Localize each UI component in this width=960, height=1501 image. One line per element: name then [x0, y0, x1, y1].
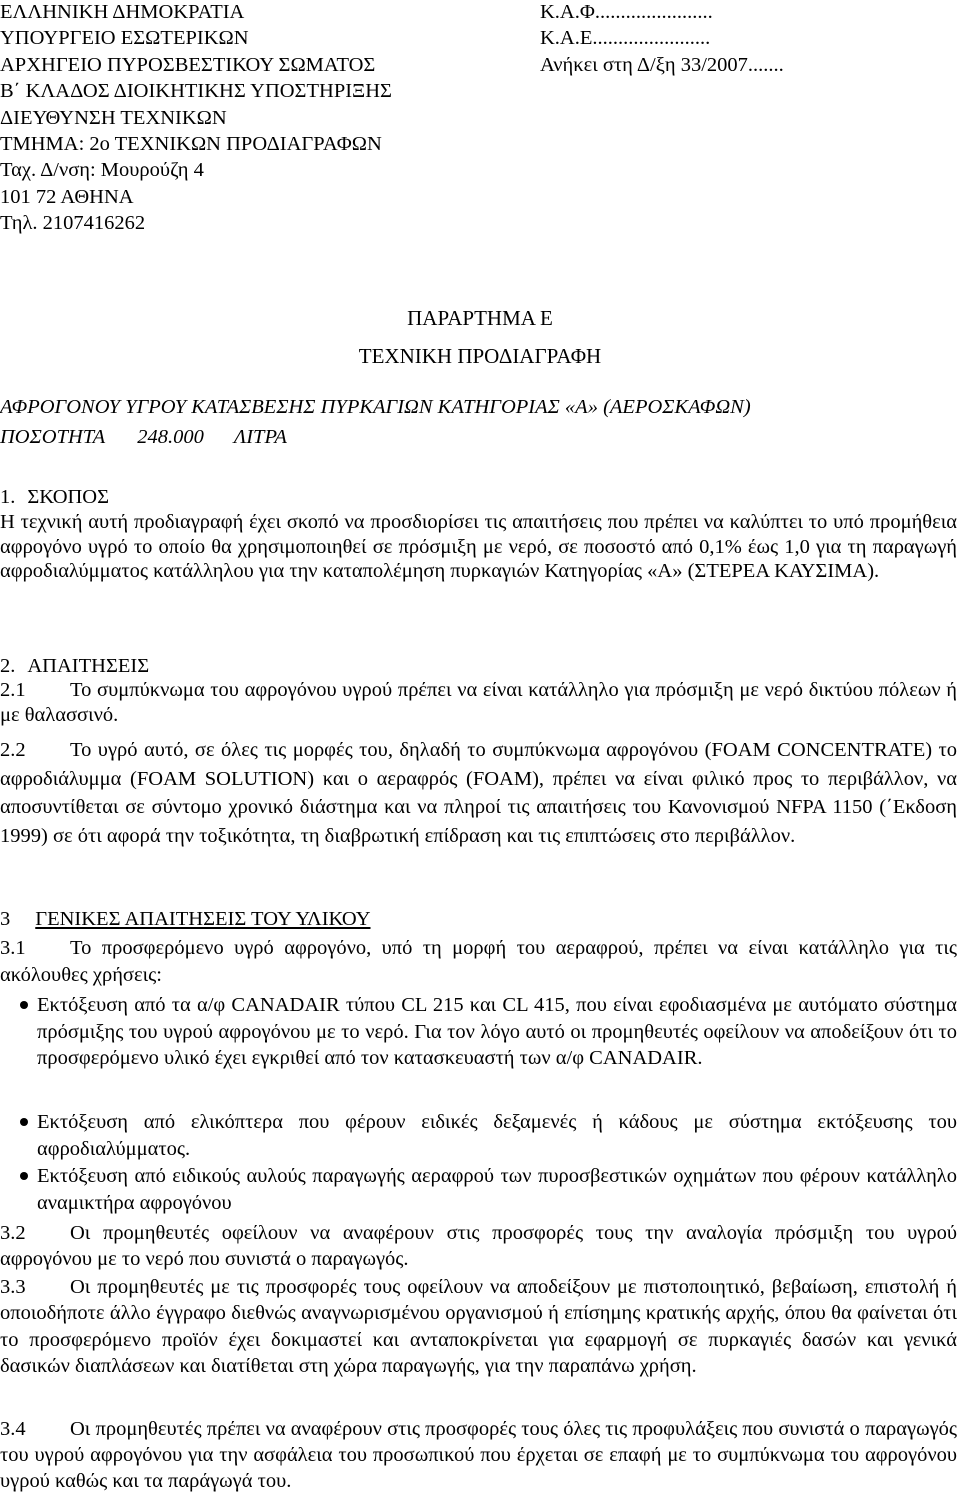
quantity-label: ΠΟΣΟΤΗΤΑ: [0, 426, 106, 448]
section-number: 1.: [0, 486, 16, 508]
sender-line: Τηλ. 2107416262: [0, 212, 146, 235]
sender-line: ΤΜΗΜΑ: 2ο ΤΕΧΝΙΚΩΝ ΠΡΟΔΙΑΓΡΑΦΩΝ: [0, 132, 382, 155]
annex-title: ΠΑΡΑΡΤΗΜΑ Ε: [407, 306, 553, 330]
list-item: [0, 1163, 957, 1215]
section-1-heading: [0, 485, 109, 509]
paragraph-text: Το συμπύκνωμα του αφρογόνου υγρού πρέπει να είναι κατάλληλο για πρόσμιξη με νερό δικτύου πόλεων ή με θαλασσινό.: [0, 679, 957, 726]
section-title: ΓΕΝΙΚΕΣ ΑΠΑΙΤΗΣΕΙΣ ΤΟΥ ΥΛΙΚΟΥ: [35, 908, 371, 930]
budget-codes-block: [540, 0, 784, 79]
budget-code-line: Κ.Α.Ε.......................: [540, 27, 711, 50]
paragraph-3-1: [0, 935, 957, 988]
budget-code-line: Κ.Α.Φ.......................: [540, 1, 713, 23]
section-1-text: Η τεχνική αυτή προδιαγραφή έχει σκοπό να προσδιορίσει τις απαιτήσεις που πρέπει να καλύπτει το υπό προμήθεια αφρογόνο υγρό το οποίο θα χρησιμοποιηθεί σε πρόσμιξη με νερό, σε ποσοστό από 0,1% έως 1,0 για τη παραγωγή αφροδιαλύμματος κατάλληλου για την καταπολέμηση πυρκαγιών Κατηγορίας «Α» (ΣΤΕΡΕΑ ΚΑΥΣΙΜΑ).: [0, 511, 957, 582]
paragraph-3-3: [0, 1274, 957, 1379]
bullet-icon: [20, 1172, 28, 1180]
sender-line: ΑΡΧΗΓΕΙΟ ΠΥΡΟΣΒΕΣΤΙΚΟΥ ΣΩΜΑΤΟΣ: [0, 53, 376, 76]
section-number: 2.: [0, 655, 16, 677]
sender-block: [0, 0, 392, 238]
bullet-icon: [20, 1118, 28, 1126]
budget-code-line: Ανήκει στη Δ/ξη 33/2007.......: [540, 53, 784, 76]
paragraph-text: Το προσφερόμενο υγρό αφρογόνο, υπό τη μορφή του αεραφρού, πρέπει να είναι κατάλληλο για τις ακόλουθες χρήσεις:: [0, 937, 957, 986]
section-2-heading: [0, 654, 149, 678]
subject-line: ΑΦΡΟΓΟΝΟΥ ΥΓΡΟΥ ΚΑΤΑΣΒΕΣΗΣ ΠΥΡΚΑΓΙΩΝ ΚΑΤΗΓΟΡΙΑΣ «Α» (ΑΕΡΟΣΚΑΦΩΝ): [0, 396, 751, 418]
quantity-unit: ΛΙΤΡΑ: [233, 426, 287, 448]
paragraph-number: 3.1: [0, 937, 26, 959]
paragraph-number: 2.1: [0, 679, 26, 701]
sender-line: 101 72 ΑΘΗΝΑ: [0, 185, 134, 208]
section-title: ΑΠΑΙΤΗΣΕΙΣ: [27, 655, 150, 677]
list-item: [0, 1109, 957, 1161]
section-title: ΣΚΟΠΟΣ: [27, 486, 110, 508]
paragraph-3-2: [0, 1220, 957, 1272]
paragraph-number: 2.2: [0, 739, 26, 761]
sender-line: Ταχ. Δ/νση: Μουρούζη 4: [0, 159, 204, 182]
paragraph-number: 3.2: [0, 1222, 26, 1244]
sender-line: ΔΙΕΥΘΥΝΣΗ ΤΕΧΝΙΚΩΝ: [0, 106, 227, 129]
paragraph-2-1: [0, 678, 957, 727]
paragraph-2-2: [0, 736, 957, 850]
spec-title: ΤΕΧΝΙΚΗ ΠΡΟΔΙΑΓΡΑΦΗ: [358, 344, 602, 368]
quantity-line: [0, 425, 287, 449]
paragraph-text: Οι προμηθευτές οφείλουν να αναφέρουν στις προσφορές τους την αναλογία πρόσμιξη του υγρού αφρογόνου με το νερό που συνιστά ο παραγωγός.: [0, 1222, 957, 1270]
paragraph-text: Οι προμηθευτές πρέπει να αναφέρουν στις προσφορές τους όλες τις προφυλάξεις που συνιστά ο παραγωγός του υγρού αφρογόνου για την ασφάλεια του προσωπικού που έρχεται σε επαφή με το συμπύκνωμα του αφρογόνου υγρού καθώς και τα παράγωγά του.: [0, 1418, 957, 1492]
sender-line: ΕΛΛΗΝΙΚΗ ΔΗΜΟΚΡΑΤΙΑ: [0, 1, 245, 23]
list-item-text: Εκτόξευση από τα α/φ CANADAIR τύπου CL 215 και CL 415, που είναι εφοδιασμένα με αυτόματο σύστημα πρόσμιξης του υγρού αφρογόνου με το νερό. Για τον λόγο αυτό οι προμηθευτές οφείλουν να αποδείξουν ότι το προσφερόμενο υλικό έχει εγκριθεί από τον κατασκευαστή των α/φ CANADAIR.: [37, 994, 957, 1069]
paragraph-number: 3.3: [0, 1276, 26, 1298]
section-3-heading: [0, 907, 371, 931]
list-item-text: Εκτόξευση από ειδικούς αυλούς παραγωγής αεραφρού των πυροσβεστικών οχημάτων που φέρουν κατάλληλο αναμικτήρα αφρογόνου: [37, 1165, 957, 1214]
sender-line: Β΄ ΚΛΑΔΟΣ ΔΙΟΙΚΗΤΙΚΗΣ ΥΠΟΣΤΗΡΙΞΗΣ: [0, 80, 392, 103]
paragraph-number: 3.4: [0, 1418, 26, 1440]
list-item-text: Εκτόξευση από ελικόπτερα που φέρουν ειδικές δεξαμενές ή κάδους με σύστημα εκτόξευσης του αφροδιαλύμματος.: [37, 1111, 957, 1160]
bullet-icon: [20, 1001, 28, 1009]
quantity-value: 248.000: [137, 426, 204, 448]
sender-line: ΥΠΟΥΡΓΕΙΟ ΕΣΩΤΕΡΙΚΩΝ: [0, 27, 249, 50]
section-number: 3: [0, 908, 11, 930]
paragraph-text: Το υγρό αυτό, σε όλες τις μορφές του, δηλαδή το συμπύκνωμα αφρογόνου (FOAM CONCENTRATE) το αφροδιάλυμμα (FOAM SOLUTION) και ο αεραφρός (FOAM), πρέπει να είναι φιλικό προς το περιβάλλον, να αποσυντίθεται σε σύντομο χρονικό διάστημα και να πληροί τις απαιτήσεις του Κανονισμού NFPA 1150 (΄Εκδοση 1999) σε ότι αφορά την τοξικότητα, τη διαβρωτική επίδραση και τις επιπτώσεις στο περιβάλλον.: [0, 739, 957, 847]
list-item: [0, 992, 957, 1096]
paragraph-3-4: [0, 1416, 957, 1494]
paragraph-text: Οι προμηθευτές με τις προσφορές τους οφείλουν να αποδείξουν με πιστοποιητικό, βεβαίωση, επιστολή ή οποιοδήποτε άλλο έγγραφο διεθνώς αναγνωρισμένου οργανισμού ή επίσημης κρατικής αρχής, όπου θα φαίνεται ότι το προσφερόμενο προϊόν έχει δοκιμαστεί και ανταποκρίνεται για εφαρμογή σε πυρκαγιές δασών και γενικά δασικών διαπλάσεων και διατίθεται στη χώρα παραγωγής, για την παραπάνω χρήση.: [0, 1276, 957, 1377]
